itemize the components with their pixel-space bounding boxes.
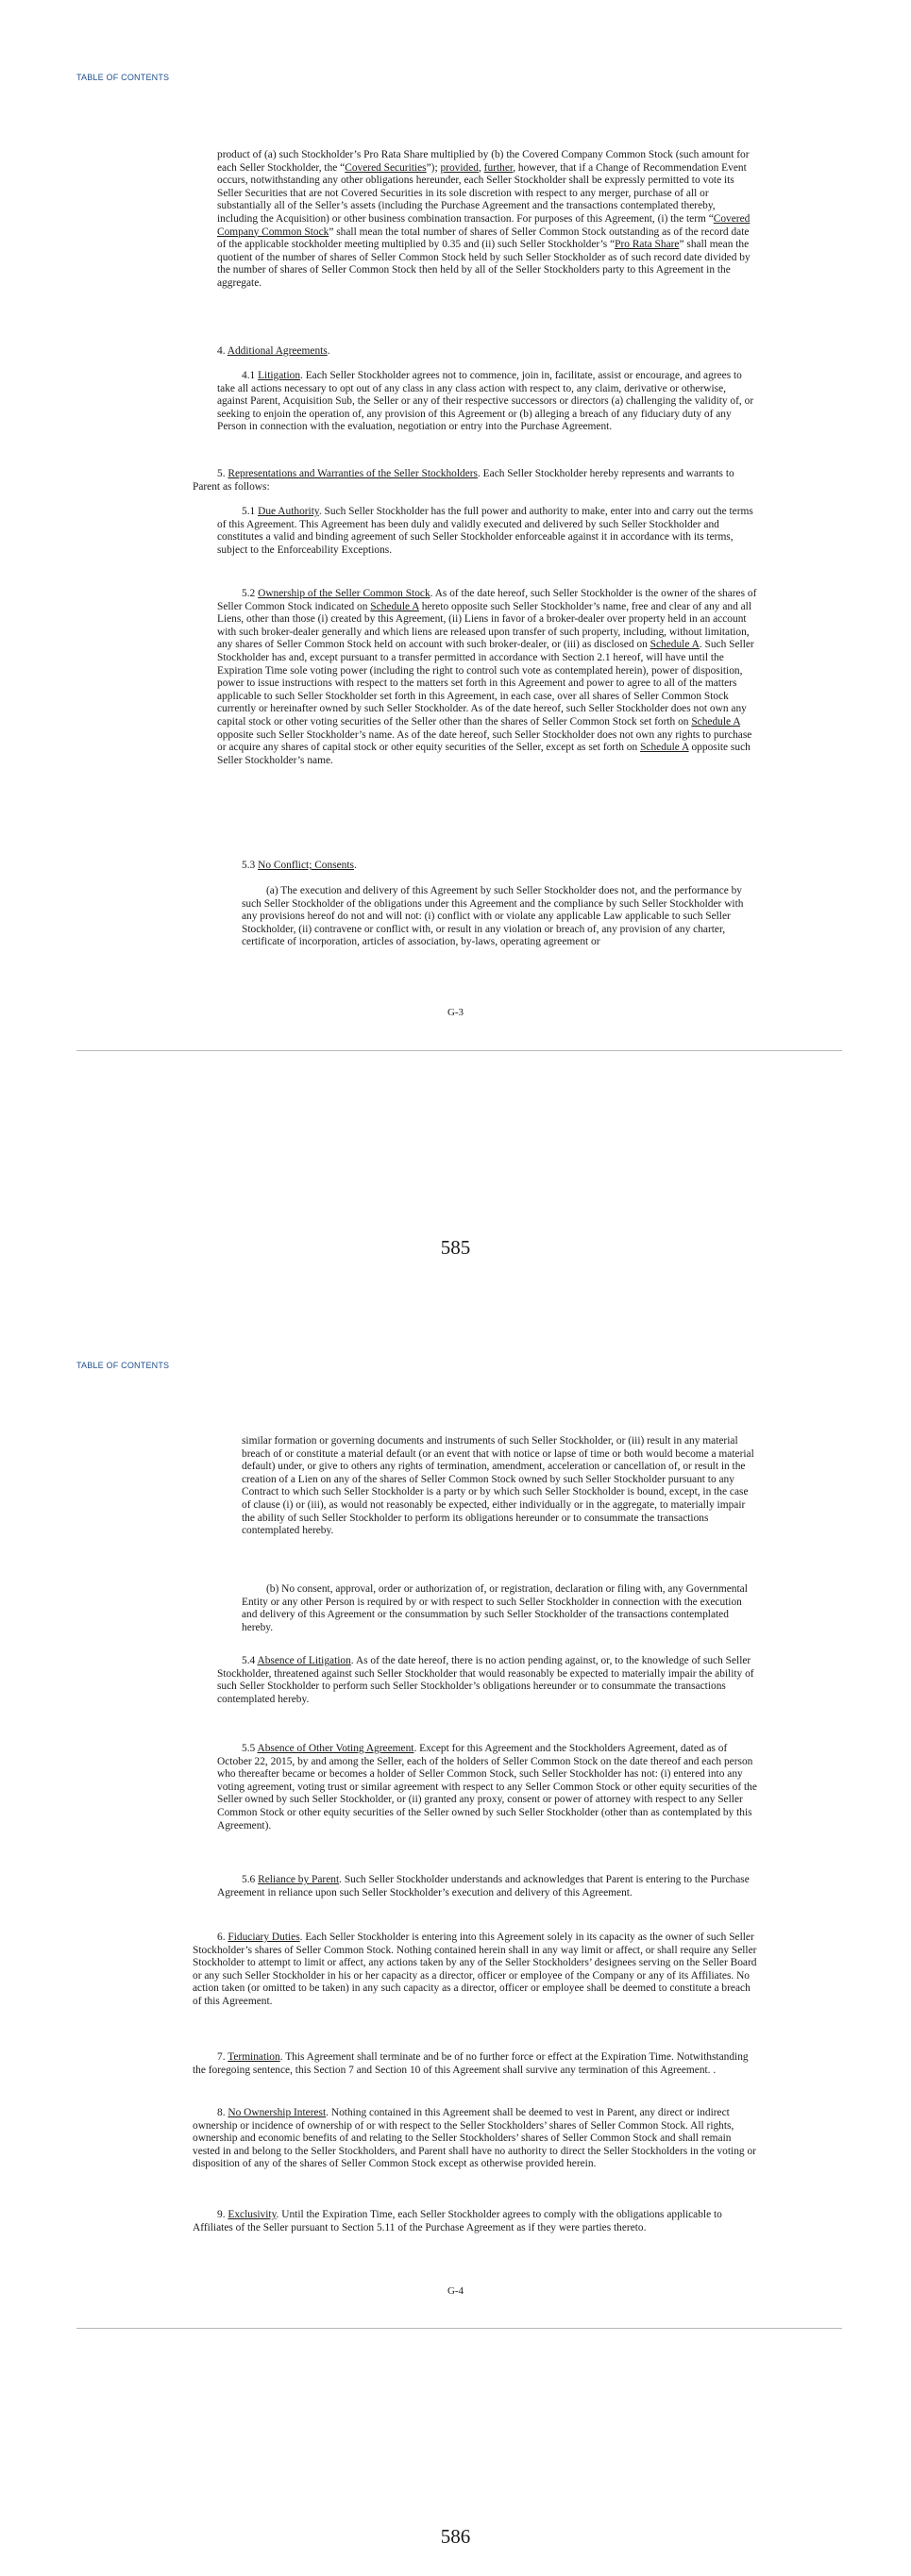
paragraph-8 bbox=[193, 2107, 758, 2171]
text-run: 5. bbox=[217, 468, 228, 479]
page-footer: G-3 bbox=[447, 1007, 464, 1018]
text-run: ” shall mean the quotient of the number of shares of Seller Common Stock held by such Seller Stockholder as of such record date divided by the number of shares of Seller Common Stock then held by all of the Seller Stockholders party to this Agreement in the aggregate. bbox=[217, 239, 751, 289]
paragraph-5-3-a bbox=[242, 885, 745, 949]
text-run: 5.6 bbox=[242, 1874, 259, 1885]
paragraph-5-2 bbox=[217, 588, 758, 767]
paragraph-5-6 bbox=[217, 1874, 758, 1899]
text-run: 5.1 bbox=[242, 506, 259, 517]
text-run: . Each Seller Stockholder hereby represents and warrants to Parent as follows: bbox=[193, 468, 734, 493]
text-run: 5.2 bbox=[242, 588, 259, 599]
text-run: product of (a) such Stockholder’s Pro Rata Share multiplied by (b) the Covered Company Common Stock (such amount for each Seller Stockholder, the “ bbox=[217, 149, 750, 174]
defined-term: Exclusivity bbox=[228, 2209, 277, 2220]
text-run: 4. bbox=[217, 345, 228, 357]
page-divider bbox=[76, 2328, 842, 2329]
page-divider bbox=[76, 1050, 842, 1051]
text-run: 7. bbox=[217, 2051, 228, 2063]
table-of-contents-link[interactable]: TABLE OF CONTENTS bbox=[76, 73, 170, 82]
text-run: , bbox=[478, 161, 484, 174]
text-run: . Such Seller Stockholder has the full power and authority to make, enter into and carry out the terms of this Agreement. This Agreement has been duly and validly executed and delivered by such Seller Stockholder and constitutes a valid and binding agreement of such Seller Stockholder enforceable against it in accordance with its terms, subject to the Enforceability Exceptions. bbox=[217, 506, 753, 556]
text-run: 5.3 bbox=[242, 860, 259, 871]
text-run: 5.4 bbox=[242, 1655, 258, 1666]
defined-term: Schedule A bbox=[691, 715, 740, 728]
paragraph-7 bbox=[193, 2051, 758, 2077]
text-run: . Nothing contained in this Agreement shall be deemed to vest in Parent, any direct or indirect ownership or incidence of ownership of or with respect to the Seller Stockholders’ shares of Seller Common Stock. All rights, ownership and economic benefits of and relating to the Seller Stockholders’ shares of Seller Common Stock and shall remain vested in and belong to the Seller Stockholders, and Parent shall have no authority to direct the Seller Stockholders in the voting or disposition of any of the shares of Seller Common Stock except as otherwise provided herein. bbox=[193, 2107, 756, 2170]
paragraph-5 bbox=[193, 468, 758, 493]
text-run: 6. bbox=[217, 1932, 228, 1943]
text-run: . bbox=[353, 860, 357, 871]
text-run: , however, that if a Change of Recommendation Event occurs, notwithstanding any other obligations hereunder, each Seller Stockholder shall be expressly permitted to vote its Seller Securities that are not Covered Securities in its sole discretion with respect to any merger, purchase of all or substantially all of the Seller’s assets (including the Purchase Agreement and the transactions contemplated thereby, including the Acquisition) or other business combination transaction. For purposes of this Agreement, (i) the term “ bbox=[217, 161, 747, 225]
defined-term: Covered Company Common Stock bbox=[217, 212, 751, 238]
paragraph-5-3-heading bbox=[242, 860, 758, 873]
text-run: . Except for this Agreement and the Stockholders Agreement, dated as of October 22, 2015, by and among the Seller, each of the holders of Seller Common Stock on the date thereof and each person who thereafter became or becomes a holder of Seller Common Stock, such Seller Stockholder has not: (i) entered into any voting agreement, voting trust or similar agreement with respect to any Seller Common Stock or other equity securities of the Seller owned by such Seller Stockholder, or (ii) granted any proxy, consent or power of attorney with respect to any Seller Common Stock or other equity securities of the Seller owned by such Seller Stockholder (other than as contemplated by this Agreement). bbox=[217, 1743, 757, 1832]
text-run: (a) The execution and delivery of this Agreement by such Seller Stockholder does not, and the performance by such Seller Stockholder of the obligations under this Agreement and the compliance by such Seller Stockholder with any provisions hereof do not and will not: (i) conflict with or violate any applicable Law applicable to such Seller Stockholder, (ii) contravene or conflict with, or result in any violation or breach of, any provision of any charter, certificate of incorporation, articles of association, by-laws, operating agreement or bbox=[242, 885, 744, 948]
defined-term: Pro Rata Share bbox=[615, 239, 680, 251]
text-run: . As of the date hereof, there is no action pending against, or, to the knowledge of such Seller Stockholder, threatened against such Seller Stockholder that would reasonably be expected to materially impair the ability of such Seller Stockholder to perform such Seller Stockholder’s obligations hereunder or to consummate the transactions contemplated hereby. bbox=[217, 1655, 754, 1705]
defined-term: provided bbox=[440, 161, 479, 174]
text-run: 9. bbox=[217, 2209, 228, 2220]
defined-term: Schedule A bbox=[370, 600, 419, 612]
defined-term: Schedule A bbox=[640, 742, 689, 754]
paragraph-6 bbox=[193, 1932, 758, 2009]
paragraph-5-3-continued bbox=[242, 1435, 758, 1538]
defined-term: Due Authority bbox=[258, 506, 319, 517]
defined-term: Absence of Other Voting Agreement bbox=[257, 1743, 414, 1754]
defined-term: Representations and Warranties of the Seller Stockholders bbox=[228, 468, 478, 479]
defined-term: Absence of Litigation bbox=[257, 1655, 351, 1666]
text-run: . Such Seller Stockholder understands and acknowledges that Parent is entering to the Purchase Agreement in reliance upon such Seller Stockholder’s execution and delivery of this Agreement. bbox=[217, 1874, 750, 1899]
paragraph-5-3-b bbox=[242, 1583, 758, 1634]
text-run: . Until the Expiration Time, each Seller Stockholder agrees to comply with the obligations applicable to Affiliates of the Seller pursuant to Section 5.11 of the Purchase Agreement as if they were parties thereto. bbox=[193, 2209, 722, 2233]
text-run: 5.5 bbox=[242, 1743, 258, 1754]
defined-term: Termination bbox=[228, 2051, 280, 2063]
text-run: . bbox=[327, 345, 330, 357]
paragraph-5-1 bbox=[217, 506, 758, 557]
text-run: . Each Seller Stockholder is entering into this Agreement solely in its capacity as the owner of such Seller Stockholder’s shares of Seller Common Stock. Nothing contained herein shall in any way limit or affect, or shall require any Seller Stockholder to attempt to limit or affect, any actions taken by any of the Seller Stockholders’ designees serving on the Seller Board or any such Seller Stockholder in his or her capacity as a director, officer or employee of the Company or any of its Affiliates. No action taken (or omitted to be taken) in any such capacity as a director, officer or employee shall be deemed to constitute a breach of this Agreement. bbox=[193, 1932, 757, 2007]
page-footer: G-4 bbox=[447, 2285, 464, 2297]
paragraph-intro bbox=[217, 149, 758, 291]
defined-term: further bbox=[483, 161, 514, 174]
text-run: ”); bbox=[426, 161, 441, 174]
paragraph-4-1 bbox=[217, 370, 758, 434]
defined-term: Litigation bbox=[258, 370, 301, 381]
paragraph-5-4 bbox=[217, 1655, 758, 1706]
page-number: 586 bbox=[440, 2525, 471, 2548]
text-run: (b) No consent, approval, order or authorization of, or registration, declaration or filing with, any Governmental Entity or any other Person is required by or with respect to such Seller Stockholder in connection with the execution and delivery of this Agreement or the consummation by such Seller Stockholder of the transactions contemplated hereby. bbox=[242, 1583, 748, 1633]
defined-term: Ownership of the Seller Common Stock bbox=[258, 588, 430, 599]
paragraph-9 bbox=[193, 2209, 758, 2234]
text-run: . As of the date hereof, such Seller Stockholder is the owner of the shares of Seller Common Stock indicated on bbox=[217, 588, 757, 612]
text-run: 4.1 bbox=[242, 370, 259, 381]
text-run: hereto opposite such Seller Stockholder’s name, free and clear of any and all Liens, other than those (i) created by this Agreement, (ii) Liens in favor of a broker-dealer over property held in an account with such broker-dealer generally and which liens are released upon transfer of such property, including, without limitation, any shares of Seller Common Stock held on account with such broker-dealer, or (iii) as disclosed on bbox=[217, 600, 752, 651]
defined-term: Covered Securities bbox=[345, 161, 427, 174]
defined-term: No Conflict; Consents bbox=[258, 860, 354, 871]
table-of-contents-link[interactable]: TABLE OF CONTENTS bbox=[76, 1361, 170, 1370]
text-run: . Each Seller Stockholder agrees not to commence, join in, facilitate, assist or encourage, and agrees to take all actions necessary to opt out of any class in any class action with respect to, any claim, derivative or otherwise, against Parent, Acquisition Sub, the Seller or any of their respective successors or directors (a) challenging the validity of, or seeking to enjoin the operation of, any provision of this Agreement or (b) alleging a breach of any fiduciary duty of any Person in connection with the evaluation, negotiation or entry into the Purchase Agreement. bbox=[217, 370, 754, 433]
page-number: 585 bbox=[440, 1236, 471, 1259]
defined-term: No Ownership Interest bbox=[228, 2107, 327, 2118]
section-4-heading bbox=[217, 345, 758, 359]
text-run: . Such Seller Stockholder has and, except pursuant to a transfer permitted in accordance with Section 2.1 hereof, will have until the Expiration Time sole voting power (including the right to control such vote as contemplated herein), power of disposition, power to issue instructions with respect to the matters set forth in this Agreement and power to agree to all of the matters applicable to such Seller Stockholder set forth in this Agreement, in each case, over all shares of Seller Common Stock currently or hereinafter owned by such Seller Stockholder. As of the date hereof, such Seller Stockholder does not own any capital stock or other voting securities of the Seller other than the shares of Seller Common Stock set forth on bbox=[217, 639, 754, 728]
text-run: opposite such Seller Stockholder’s name. bbox=[217, 742, 751, 766]
defined-term: Fiduciary Duties bbox=[228, 1932, 300, 1943]
text-run: opposite such Seller Stockholder’s name. As of the date hereof, such Seller Stockholder does not own any rights to purchase or acquire any shares of capital stock or other equity securities of the Seller, except as set forth on bbox=[217, 728, 752, 754]
defined-term: Schedule A bbox=[650, 639, 700, 651]
text-run: similar formation or governing documents and instruments of such Seller Stockholder, or (iii) result in any material breach of or constitute a material default (or an event that with notice or lapse of time or both would become a material default) under, or give to others any rights of termination, amendment, acceleration or cancellation of, or result in the creation of a Lien on any of the shares of Seller Common Stock owned by such Seller Stockholder pursuant to any Contract to which such Seller Stockholder is a party or by which such Seller Stockholder is bound, except, in the case of clause (i) or (iii), as would not reasonably be expected, either individually or in the aggregate, to materially impair the ability of such Seller Stockholder to perform its obligations hereunder or to consummate the transactions contemplated hereby. bbox=[242, 1435, 754, 1537]
text-run: 8. bbox=[217, 2107, 228, 2118]
text-run: . This Agreement shall terminate and be of no further force or effect at the Expiration Time. Notwithstanding the foregoing sentence, this Section 7 and Section 10 of this Agreement shall survive any termination of this Agreement. . bbox=[193, 2051, 749, 2076]
defined-term: Reliance by Parent bbox=[258, 1874, 340, 1885]
defined-term: Additional Agreements bbox=[227, 345, 328, 357]
paragraph-5-5 bbox=[217, 1743, 758, 1832]
text-run: ” shall mean the total number of shares of Seller Common Stock outstanding as of the record date of the applicable stockholder meeting multiplied by 0.35 and (ii) such Seller Stockholder’s “ bbox=[217, 226, 750, 251]
